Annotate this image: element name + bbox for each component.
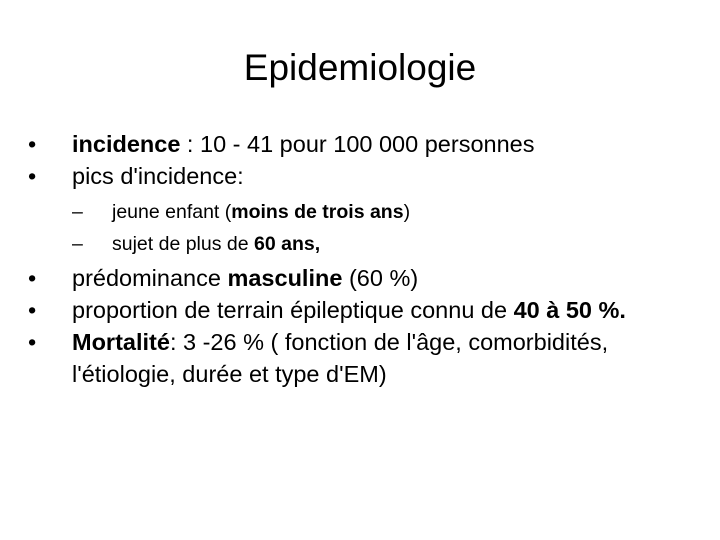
sub-bullet-young-child (26, 196, 686, 228)
predom-bold: masculine (227, 265, 343, 291)
sub1-text-b: ) (403, 201, 411, 223)
bullet-predominance (26, 262, 686, 294)
prop-text-a: proportion de terrain épileptique connu de (72, 297, 514, 323)
sub2-bold: 60 ans, (254, 233, 321, 255)
prop-bold: 40 à 50 %. (513, 297, 626, 323)
pics-text: pics d'incidence: (72, 163, 244, 189)
sub1-text-a: jeune enfant ( (112, 201, 232, 223)
incidence-text: : 10 - 41 pour 100 000 personnes (180, 131, 535, 157)
bullet-pics (26, 160, 686, 192)
bullet-mortality (26, 326, 686, 390)
sub-bullet-elderly (26, 228, 686, 260)
mortality-text: : 3 -26 % ( fonction de l'âge, comorbidités, l'étiologie, durée et type d'EM) (72, 329, 609, 387)
mortality-label: Mortalité (72, 329, 170, 355)
predom-text-a: prédominance (72, 265, 228, 291)
slide-title: Epidemiologie (243, 47, 477, 88)
sub2-text-a: sujet de plus de (112, 233, 255, 255)
sub1-bold: moins de trois ans (231, 201, 404, 223)
incidence-label: incidence (72, 131, 181, 157)
bullet-list (26, 128, 686, 390)
dash-marker: – (72, 201, 83, 223)
bullet-proportion (26, 294, 686, 326)
dash-marker: – (72, 233, 83, 255)
predom-text-b: (60 %) (342, 265, 419, 291)
sub-bullet-list (26, 196, 686, 260)
bullet-incidence (26, 128, 686, 160)
